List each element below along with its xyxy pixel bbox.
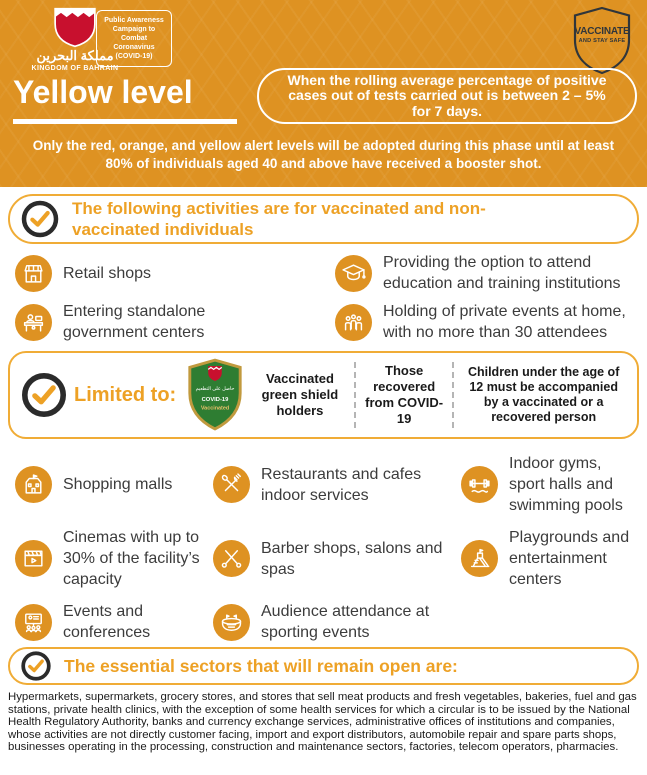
kingdom-arabic-label: مملكة البحرين <box>36 48 114 63</box>
stay-safe-label: AND STAY SAFE <box>578 38 626 44</box>
item-label: Events and conferences <box>63 603 151 641</box>
list-item <box>8 527 206 590</box>
dashed-divider <box>452 362 454 428</box>
stadium-icon <box>213 604 250 641</box>
item-label: Indoor gyms, sport halls and swimming pools <box>509 455 623 514</box>
page-title: Yellow level <box>13 74 193 110</box>
hero-banner <box>0 0 647 187</box>
limited-to-box <box>8 351 639 439</box>
check-circle-icon <box>20 650 52 682</box>
playground-icon <box>461 540 498 577</box>
restaurant-icon <box>213 466 250 503</box>
list-item <box>206 601 454 643</box>
list-item <box>454 527 639 590</box>
group-label-green-shield: Vaccinated green shield holders <box>261 371 339 418</box>
private-events-icon <box>335 304 372 341</box>
item-label: Barber shops, salons and spas <box>261 539 443 578</box>
limited-items-grid <box>8 453 639 643</box>
government-center-icon <box>15 304 52 341</box>
barber-icon <box>213 540 250 577</box>
limited-to-title: Limited to: <box>74 383 177 406</box>
essential-sectors-body: Hypermarkets, supermarkets, grocery stores, and stores that sell meat products and fresh vegetables, bakeries, fuel and gas stations, private health clinics, with the exception of some health services for which a circular is to be issued by the National Health Regulatory Authority, banks and currency exchange services, administrative offices of institutions and companies, whose activities are not directly customer facing, import and export distributors, automobile repair and spare parts shops, businesses operating in the processing, construction and maintenance sectors, factories, telecom operators, pharmacies. <box>8 691 637 754</box>
shield-arabic-label: حاصل على التطعيم <box>195 387 235 393</box>
vaccinate-shield-badge <box>569 5 635 77</box>
list-item <box>8 601 206 643</box>
retail-shop-icon <box>15 255 52 292</box>
list-item <box>8 453 206 516</box>
list-item <box>328 301 639 343</box>
check-circle-icon <box>20 371 68 419</box>
title-underline <box>13 119 237 124</box>
item-label: Shopping malls <box>63 476 173 493</box>
green-shield-icon <box>184 358 246 432</box>
item-label: Providing the option to attend education and training institutions <box>383 254 621 292</box>
list-item <box>8 252 328 294</box>
item-label: Audience attendance at sporting events <box>261 603 430 641</box>
vaccinate-label: VACCINATE <box>574 26 630 37</box>
section-title: The essential sectors that will remain open are: <box>64 655 458 676</box>
group-label-recovered: Those recovered from COVID-19 <box>365 363 444 426</box>
education-icon <box>335 255 372 292</box>
check-circle-icon <box>20 199 60 239</box>
phase-note: Only the red, orange, and yellow alert levels will be adopted during this phase until at least 80% of individuals aged 40 and above have received a booster shot. <box>32 138 615 171</box>
shopping-mall-icon <box>15 466 52 503</box>
shield-covid-label: COVID-19 <box>201 396 229 403</box>
list-item <box>454 453 639 516</box>
section-title: The following activities are for vaccinated and non-vaccinated individuals <box>72 199 486 239</box>
all-individuals-grid <box>8 252 639 343</box>
section-all-individuals-header <box>8 194 639 244</box>
item-label: Cinemas with up to 30% of the facility’s capacity <box>63 529 200 588</box>
gym-icon <box>461 466 498 503</box>
list-item <box>328 252 639 294</box>
cinema-icon <box>15 540 52 577</box>
item-label: Holding of private events at home, with no more than 30 attendees <box>383 303 626 341</box>
list-item <box>206 527 454 590</box>
kingdom-name-label: KINGDOM OF BAHRAIN <box>31 65 119 72</box>
item-label: Retail shops <box>63 264 152 282</box>
item-label: Restaurants and cafes indoor services <box>261 465 422 504</box>
campaign-badge: Public Awareness Campaign to Combat Coronavirus (COVID-19) <box>96 10 172 67</box>
essential-sectors-header <box>8 647 639 685</box>
conference-icon <box>15 604 52 641</box>
bahrain-crest-icon <box>52 6 98 48</box>
list-item <box>8 301 328 343</box>
group-label-children: Children under the age of 12 must be accompanied by a vaccinated or a recovered person <box>467 365 620 424</box>
shield-vaccinated-label: Vaccinated <box>200 405 230 412</box>
list-item <box>206 453 454 516</box>
content-area <box>0 194 647 754</box>
condition-box: When the rolling average percentage of positive cases out of tests carried out is between 2 – 5% for 7 days. <box>257 68 637 124</box>
item-label: Playgrounds and entertainment centers <box>509 529 630 588</box>
dashed-divider <box>354 362 356 428</box>
item-label: Entering standalone government centers <box>63 303 206 341</box>
